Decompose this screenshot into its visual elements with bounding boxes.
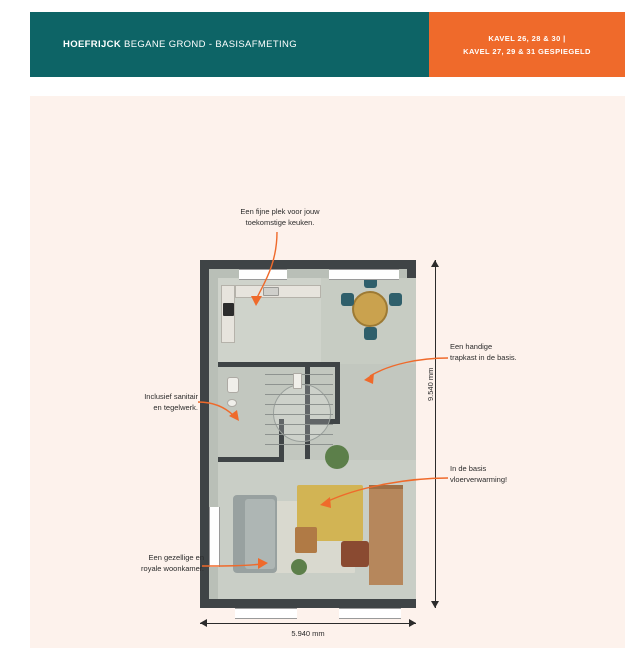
callout-closet-line1: Een handige (450, 342, 493, 351)
brand-name: HOEFRIJCK (63, 39, 122, 50)
dining-chair (341, 293, 354, 306)
interior-wall (218, 362, 340, 367)
coffee-table (295, 527, 317, 553)
callout-sanitair (118, 391, 198, 413)
floorplan-drawing (200, 260, 416, 608)
callout-woonkamer-line2: royale woonkamer. (141, 564, 204, 573)
window (235, 608, 297, 619)
dining-table (352, 291, 388, 327)
window (209, 507, 220, 567)
height-dimension-line (435, 260, 436, 608)
callout-kitchen-line2: toekomstige keuken. (245, 218, 315, 227)
callout-kitchen (230, 206, 330, 228)
callout-sanitair-line2: en tegelwerk. (153, 403, 198, 412)
width-dimension-label: 5.940 mm (291, 629, 325, 638)
wood-floor-strip-edge (369, 485, 403, 489)
callout-closet-line2: trapkast in de basis. (450, 353, 517, 362)
header-subtitle: BEGANE GROND - BASISAFMETING (121, 39, 297, 50)
interior-wall (335, 362, 340, 424)
width-dimension-line (200, 623, 416, 624)
wood-floor-strip (369, 485, 403, 585)
kitchen-sink (263, 287, 279, 296)
interior-wall (218, 457, 284, 462)
callout-woonkamer-line1: Een gezellige en (148, 553, 204, 562)
plant (291, 559, 307, 575)
kavel-badge-line2: KAVEL 27, 29 & 31 GESPIEGELD (463, 46, 591, 56)
interior-area (209, 269, 407, 599)
page-title (63, 39, 297, 50)
callout-vloerverwarming (450, 463, 545, 485)
dining-chair (364, 327, 377, 340)
plant (325, 445, 349, 469)
callout-woonkamer (116, 552, 204, 574)
washbasin-fixture (227, 399, 237, 407)
kavel-badge-line1: KAVEL 26, 28 & 30 | (488, 33, 566, 43)
height-dimension-label: 9.540 mm (426, 367, 435, 401)
kitchen-appliance (223, 303, 234, 316)
meter-cupboard (293, 373, 302, 389)
dining-chair (389, 293, 402, 306)
toilet-fixture (227, 377, 239, 393)
sofa-cushion (245, 499, 275, 569)
callout-vloerverwarming-line2: vloerverwarming! (450, 475, 508, 484)
window (339, 608, 401, 619)
window (239, 269, 287, 280)
kavel-badge (429, 12, 625, 77)
callout-kitchen-line1: Een fijne plek voor jouw (240, 207, 320, 216)
page-header (30, 12, 625, 77)
window (329, 269, 399, 280)
callout-closet (450, 341, 545, 363)
callout-vloerverwarming-line1: In de basis (450, 464, 487, 473)
floorplan-canvas (30, 96, 625, 648)
armchair (341, 541, 369, 567)
callout-sanitair-line1: Inclusief sanitair (144, 392, 198, 401)
